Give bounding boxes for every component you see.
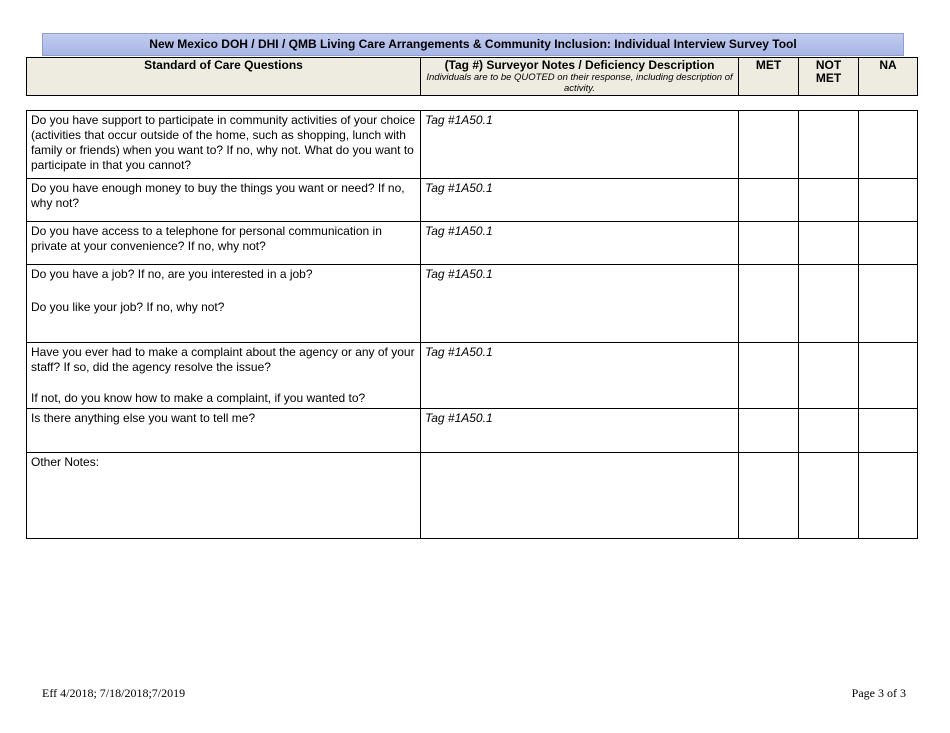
survey-row	[27, 409, 918, 453]
not-met-cell[interactable]	[799, 343, 859, 409]
header-table	[26, 57, 918, 96]
header-notes-title: (Tag #) Surveyor Notes / Deficiency Description	[444, 58, 715, 72]
question-text: Is there anything else you want to tell me?	[31, 411, 256, 425]
form-title: New Mexico DOH / DHI / QMB Living Care Arrangements & Community Inclusion: Individual Interview Survey Tool	[42, 33, 904, 56]
question-followup: Do you like your job? If no, why not?	[31, 300, 225, 314]
not-met-cell[interactable]	[799, 111, 859, 179]
question-cell	[27, 343, 421, 409]
question-text: Do you have access to a telephone for personal communication in private at your convenience? If no, why not?	[31, 224, 382, 253]
notes-cell[interactable]	[421, 343, 739, 409]
na-cell[interactable]	[859, 343, 918, 409]
tag-label: Tag #1A50.1	[425, 345, 493, 359]
met-cell[interactable]	[739, 179, 799, 222]
notes-cell[interactable]	[421, 179, 739, 222]
not-met-cell[interactable]	[799, 265, 859, 343]
header-notes	[421, 58, 739, 96]
tag-label: Tag #1A50.1	[425, 181, 493, 195]
na-cell[interactable]	[859, 265, 918, 343]
question-text: Do you have enough money to buy the things you want or need? If no, why not?	[31, 181, 405, 210]
question-text: Do you have support to participate in community activities of your choice (activities that occur outside of the home, such as shopping, lunch with family or friends) when you want to? If no, why not. What do you want to participate in that you cannot?	[31, 113, 416, 172]
notes-cell[interactable]	[421, 409, 739, 453]
survey-table	[26, 110, 918, 539]
met-cell[interactable]	[739, 265, 799, 343]
tag-label: Tag #1A50.1	[425, 267, 493, 281]
survey-row	[27, 453, 918, 539]
header-questions: Standard of Care Questions	[27, 58, 421, 96]
question-cell	[27, 265, 421, 343]
tag-label: Tag #1A50.1	[425, 411, 493, 425]
header-na: NA	[859, 58, 918, 96]
met-cell[interactable]	[739, 409, 799, 453]
question-text: Do you have a job? If no, are you interested in a job?	[31, 267, 313, 281]
question-cell	[27, 111, 421, 179]
question-text: Have you ever had to make a complaint about the agency or any of your staff? If so, did the agency resolve the issue?	[31, 345, 415, 374]
notes-cell[interactable]	[421, 453, 739, 539]
question-cell	[27, 409, 421, 453]
na-cell[interactable]	[859, 179, 918, 222]
met-cell[interactable]	[739, 453, 799, 539]
notes-cell[interactable]	[421, 222, 739, 265]
tag-label: Tag #1A50.1	[425, 113, 493, 127]
survey-row	[27, 111, 918, 179]
na-cell[interactable]	[859, 222, 918, 265]
question-text: Other Notes:	[31, 455, 100, 469]
not-met-cell[interactable]	[799, 179, 859, 222]
footer-page-number: Page 3 of 3	[851, 686, 906, 700]
survey-row	[27, 343, 918, 409]
met-cell[interactable]	[739, 111, 799, 179]
header-met: MET	[739, 58, 799, 96]
na-cell[interactable]	[859, 453, 918, 539]
met-cell[interactable]	[739, 343, 799, 409]
survey-row	[27, 179, 918, 222]
tag-label: Tag #1A50.1	[425, 224, 493, 238]
question-cell	[27, 222, 421, 265]
question-followup: If not, do you know how to make a complaint, if you wanted to?	[31, 391, 366, 405]
survey-row	[27, 265, 918, 343]
survey-row	[27, 222, 918, 265]
na-cell[interactable]	[859, 409, 918, 453]
header-notes-sub: Individuals are to be QUOTED on their response, including description of activity.	[426, 72, 733, 94]
header-not-met: NOT MET	[799, 58, 859, 96]
question-cell	[27, 179, 421, 222]
not-met-cell[interactable]	[799, 409, 859, 453]
not-met-cell[interactable]	[799, 453, 859, 539]
not-met-cell[interactable]	[799, 222, 859, 265]
met-cell[interactable]	[739, 222, 799, 265]
notes-cell[interactable]	[421, 111, 739, 179]
notes-cell[interactable]	[421, 265, 739, 343]
question-cell	[27, 453, 421, 539]
footer-effective-dates: Eff 4/2018; 7/18/2018;7/2019	[42, 686, 186, 700]
na-cell[interactable]	[859, 111, 918, 179]
